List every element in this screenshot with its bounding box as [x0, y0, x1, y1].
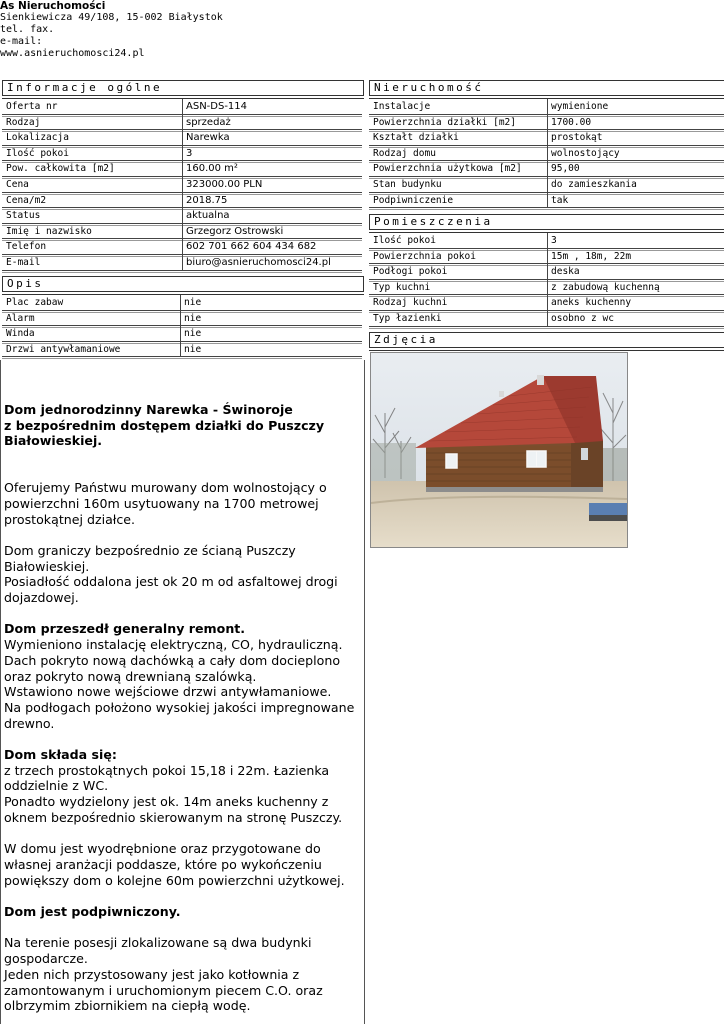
general-label: Rodzaj	[6, 116, 41, 128]
agency-fax: tel. fax.	[0, 24, 55, 35]
opis-row	[2, 326, 362, 342]
property-value: 1700.00	[547, 115, 591, 130]
general-value[interactable]: biuro@asnieruchomosci24.pl	[182, 255, 331, 270]
rooms-row	[369, 249, 724, 265]
general-row	[2, 255, 362, 271]
agency-header	[0, 0, 360, 60]
rooms-row	[369, 280, 724, 296]
rooms-table	[369, 233, 724, 327]
property-row	[369, 193, 724, 209]
desc-heading-1: Dom jednorodzinny Narewka - Świnoroje	[4, 402, 293, 417]
desc-paragraph-attic: W domu jest wyodrębnione oraz przygotowane do własnej aranżacji poddasze, które po wykończeniu powiększy dom o kolejne 60m powierzchni użytkowej.	[4, 841, 345, 888]
general-row	[2, 115, 362, 131]
rooms-label: Ilość pokoi	[373, 235, 436, 246]
rooms-header	[369, 214, 724, 230]
description-right-border	[364, 360, 365, 1024]
photos-title: Zdjęcia	[374, 333, 438, 346]
general-row	[2, 177, 362, 193]
agency-name: As Nieruchomości	[0, 0, 106, 12]
property-label: Rodzaj domu	[373, 147, 436, 159]
property-row	[369, 177, 724, 193]
description-left-border	[0, 360, 1, 1024]
opis-value: nie	[180, 311, 201, 326]
rooms-label: Podłogi pokoi	[373, 266, 448, 278]
desc-paragraph-boiler: Jeden nich przystosowany jest jako kotłownia z zamontowanym i uruchomionym piecem C.O. oraz olbrzymim zbiornikiem na ciepłą wodę.	[4, 966, 323, 1014]
property-row	[369, 161, 724, 177]
general-label: Pow. całkowita [m2]	[6, 163, 115, 175]
rooms-row	[369, 233, 724, 249]
property-photo[interactable]	[370, 352, 628, 548]
general-value: Narewka	[182, 130, 230, 145]
property-row	[369, 146, 724, 162]
agency-email: e-mail:	[0, 36, 43, 47]
general-info-header	[2, 80, 364, 96]
rooms-value: z zabudową kuchenną	[547, 280, 660, 295]
desc-layout-1: z trzech prostokątnych pokoi 15,18 i 22m. Łazienka oddzielnie z WC.	[4, 762, 330, 794]
opis-title: Opis	[7, 277, 44, 290]
opis-label: Alarm	[6, 312, 35, 324]
general-label: Imię i nazwisko	[6, 225, 92, 237]
desc-paragraph-border: Dom graniczy bezpośrednio ze ścianą Puszczy Białowieskiej.	[4, 542, 296, 574]
general-info-table	[2, 99, 362, 271]
rooms-label: Typ kuchni	[373, 281, 431, 293]
desc-heading-2: z bezpośrednim dostępem działki do Puszczy	[4, 417, 325, 433]
desc-paragraph-intro: Oferujemy Państwu murowany dom wolnostojący o powierzchni 160m usytuowany na 1700 metrowej prostokątnej działce.	[4, 480, 327, 527]
rooms-row	[369, 311, 724, 327]
general-row	[2, 208, 362, 224]
general-value: 2018.75	[182, 193, 227, 208]
photos-header	[369, 332, 724, 348]
opis-header	[2, 276, 364, 292]
general-row	[2, 239, 362, 255]
opis-label: Winda	[6, 328, 35, 340]
property-value: 95,00	[547, 161, 580, 176]
opis-value: nie	[180, 295, 201, 310]
rooms-label: Typ łazienki	[373, 312, 442, 324]
property-value: wymienione	[547, 99, 608, 114]
general-value: Grzegorz Ostrowski	[182, 224, 283, 239]
opis-label: Drzwi antywłamaniowe	[6, 343, 121, 355]
desc-heading-3: Białowieskiej.	[4, 433, 103, 449]
desc-renovation-1: Wymieniono instalację elektryczną, CO, hydrauliczną.	[4, 637, 343, 653]
general-row	[2, 130, 362, 146]
desc-paragraph-road: Posiadłość oddalona jest ok 20 m od asfaltowej drogi dojazdowej.	[4, 574, 338, 606]
property-label: Powierzchnia działki [m2]	[373, 116, 516, 128]
general-label: Ilość pokoi	[6, 147, 69, 159]
rooms-value: osobno z wc	[547, 311, 614, 326]
general-row	[2, 146, 362, 162]
general-row	[2, 193, 362, 209]
rooms-value: deska	[547, 264, 580, 279]
opis-value: nie	[180, 342, 201, 357]
property-header	[369, 80, 724, 96]
property-label: Stan budynku	[373, 178, 442, 190]
desc-heading-basement: Dom jest podpiwniczony.	[4, 904, 181, 920]
general-label: Cena/m2	[6, 194, 47, 206]
opis-value: nie	[180, 326, 201, 341]
property-row	[369, 130, 724, 146]
rooms-row	[369, 295, 724, 311]
rooms-value: 15m , 18m, 22m	[547, 249, 631, 264]
opis-row	[2, 295, 362, 311]
opis-row	[2, 311, 362, 327]
general-row	[2, 99, 362, 115]
property-value: wolnostojący	[547, 146, 620, 161]
property-table	[369, 99, 724, 208]
property-title: Nieruchomość	[374, 81, 484, 94]
rooms-label: Rodzaj kuchni	[373, 297, 448, 309]
house-photo-illustration	[371, 353, 627, 547]
opis-label: Plac zabaw	[6, 297, 64, 308]
general-label: Cena	[6, 178, 29, 190]
property-value: tak	[547, 193, 568, 208]
general-label: Telefon	[6, 241, 47, 253]
property-label: Instalacje	[373, 101, 431, 112]
property-label: Powierzchnia użytkowa [m2]	[373, 163, 522, 175]
rooms-value: aneks kuchenny	[547, 295, 631, 310]
general-label: E-mail	[6, 256, 41, 268]
rooms-value: 3	[547, 233, 557, 248]
general-value: 323000.00 PLN	[182, 177, 262, 192]
desc-heading-renovation: Dom przeszedł generalny remont.	[4, 621, 246, 637]
desc-paragraph-outbuildings: Na terenie posesji zlokalizowane są dwa budynki gospodarcze.	[4, 935, 312, 967]
general-value: 160.00 m²	[182, 161, 238, 176]
general-value: ASN-DS-114	[182, 99, 247, 114]
general-value: 3	[182, 146, 192, 161]
rooms-row	[369, 264, 724, 280]
property-label: Podpiwniczenie	[373, 194, 454, 206]
general-row	[2, 224, 362, 240]
agency-website[interactable]: www.asnieruchomosci24.pl	[0, 48, 145, 59]
property-label: Kształt działki	[373, 132, 459, 144]
desc-renovation-2: Dach pokryto nową dachówką a cały dom docieplono oraz pokryto nową drewnianą szalówką.	[4, 652, 341, 684]
desc-renovation-3: Wstawiono nowe wejściowe drzwi antywłamaniowe.	[4, 684, 332, 700]
rooms-title: Pomieszczenia	[374, 215, 493, 228]
agency-address: Sienkiewicza 49/108, 15-002 Białystok	[0, 12, 223, 23]
property-row	[369, 115, 724, 131]
rooms-label: Powierzchnia pokoi	[373, 250, 476, 262]
general-value: sprzedaż	[182, 115, 231, 130]
general-value: 602 701 662 604 434 682	[182, 239, 316, 254]
opis-row	[2, 342, 362, 358]
desc-renovation-4: Na podłogach położono wysokiej jakości impregnowane drewno.	[4, 699, 355, 731]
general-row	[2, 161, 362, 177]
property-row	[369, 99, 724, 115]
general-label: Oferta nr	[6, 101, 58, 112]
property-description	[4, 402, 360, 1014]
general-label: Status	[6, 210, 41, 222]
general-value: aktualna	[182, 208, 230, 223]
general-info-title: Informacje ogólne	[7, 81, 163, 94]
general-label: Lokalizacja	[6, 132, 69, 144]
desc-layout-2: Ponadto wydzielony jest ok. 14m aneks kuchenny z oknem bezpośrednio skierowanym na stronę Puszczy.	[4, 794, 343, 825]
property-value: prostokąt	[547, 130, 602, 145]
opis-table	[2, 295, 362, 357]
desc-heading-layout: Dom składa się:	[4, 747, 117, 763]
property-value: do zamieszkania	[547, 177, 637, 192]
